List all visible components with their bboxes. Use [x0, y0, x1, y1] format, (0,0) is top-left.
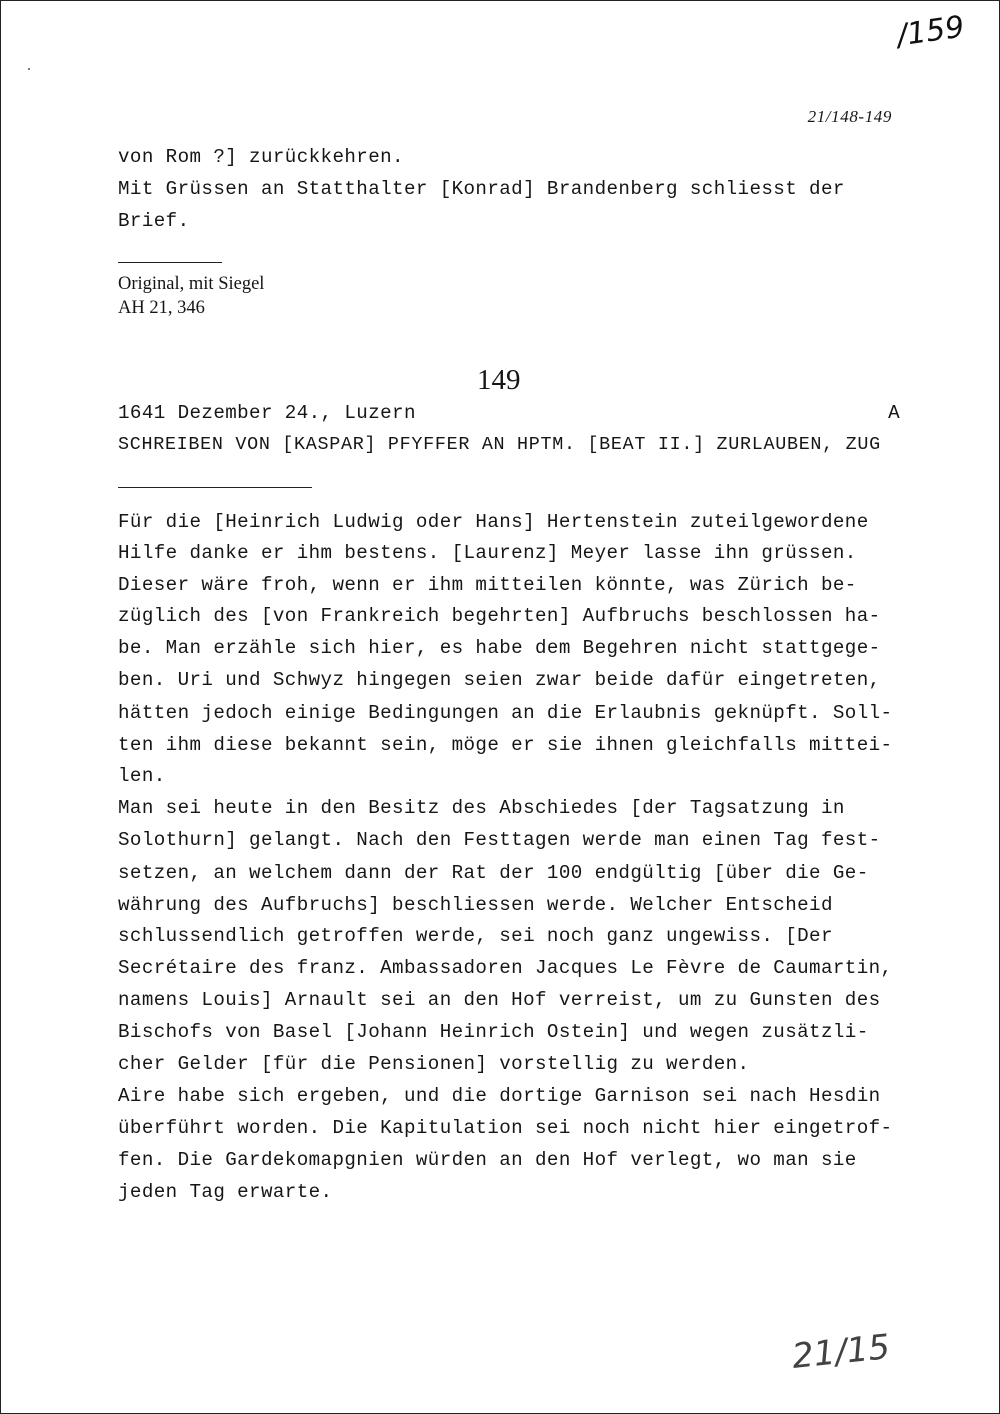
body-line: jeden Tag erwarte.	[118, 1181, 333, 1203]
body-line: ben. Uri und Schwyz hingegen seien zwar beide dafür eingetreten,	[118, 669, 881, 691]
body-line: setzen, an welchem dann der Rat der 100 endgültig [über die Ge-	[118, 862, 869, 884]
entry-category: A	[888, 402, 900, 424]
body-line: Dieser wäre froh, wenn er ihm mitteilen könnte, was Zürich be-	[118, 574, 857, 596]
body-line: Für die [Heinrich Ludwig oder Hans] Hertenstein zuteilgewordene	[118, 511, 869, 533]
separator-rule	[118, 262, 222, 263]
body-line: ten ihm diese bekannt sein, möge er sie ihnen gleichfalls mittei-	[118, 734, 893, 756]
body-line: cher Gelder [für die Pensionen] vorstellig zu werden.	[118, 1053, 750, 1075]
body-line: Secrétaire des franz. Ambassadoren Jacques Le Fèvre de Caumartin,	[118, 957, 893, 979]
body-line: schlussendlich getroffen werde, sei noch ganz ungewiss. [Der	[118, 925, 833, 947]
body-line: hätten jedoch einige Bedingungen an die Erlaubnis geknüpft. Soll-	[118, 702, 893, 724]
handwritten-page-number: /159	[894, 9, 967, 54]
body-line: Aire habe sich ergeben, und die dortige Garnison sei nach Hesdin	[118, 1085, 881, 1107]
body-line: be. Man erzähle sich hier, es habe dem Begehren nicht stattgege-	[118, 637, 881, 659]
entry-date-place: 1641 Dezember 24., Luzern	[118, 402, 416, 424]
body-line: Hilfe danke er ihm bestens. [Laurenz] Meyer lasse ihn grüssen.	[118, 542, 857, 564]
previous-entry-line: Mit Grüssen an Statthalter [Konrad] Brandenberg schliesst der	[118, 178, 845, 200]
body-line: Solothurn] gelangt. Nach den Festtagen werde man einen Tag fest-	[118, 829, 881, 851]
source-line: Original, mit Siegel	[118, 274, 265, 294]
handwritten-corner-note: 21/15	[790, 1326, 892, 1378]
separator-rule	[118, 487, 312, 488]
body-line: namens Louis] Arnault sei an den Hof verreist, um zu Gunsten des	[118, 989, 881, 1011]
previous-entry-line: Brief.	[118, 210, 190, 232]
entry-heading: SCHREIBEN VON [KASPAR] PFYFFER AN HPTM. [BEAT II.] ZURLAUBEN, ZUG	[118, 434, 881, 455]
body-line: Man sei heute in den Besitz des Abschiedes [der Tagsatzung in	[118, 797, 845, 819]
body-line: Bischofs von Basel [Johann Heinrich Ostein] und wegen zusätzli-	[118, 1021, 869, 1043]
scan-speck	[28, 68, 30, 70]
source-note	[118, 272, 264, 320]
previous-entry-line: von Rom ?] zurückkehren.	[118, 146, 404, 168]
entry-number: 149	[477, 364, 521, 396]
source-line: AH 21, 346	[118, 298, 205, 318]
body-line: züglich des [von Frankreich begehrten] Aufbruchs beschlossen ha-	[118, 605, 881, 627]
body-line: währung des Aufbruchs] beschliessen werde. Welcher Entscheid	[118, 894, 833, 916]
body-line: überführt worden. Die Kapitulation sei noch nicht hier eingetrof-	[118, 1117, 893, 1139]
reference-number: 21/148-149	[807, 107, 892, 126]
body-line: len.	[118, 765, 166, 787]
body-line: fen. Die Gardekomapgnien würden an den Hof verlegt, wo man sie	[118, 1149, 857, 1171]
